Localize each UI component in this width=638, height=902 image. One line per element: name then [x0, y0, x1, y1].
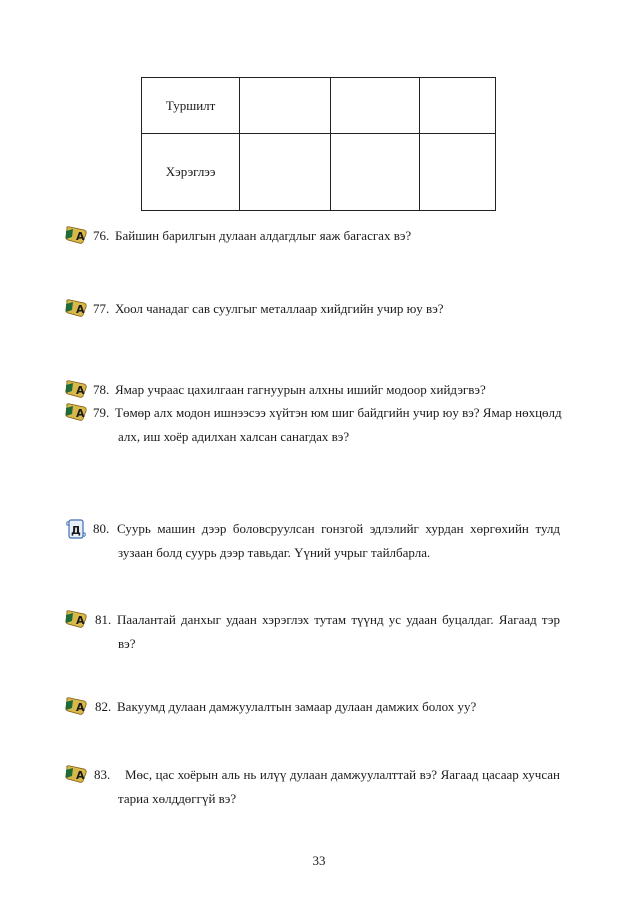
page-number: 33: [312, 853, 326, 868]
a-scroll-icon: [64, 225, 88, 245]
table-cell: [419, 134, 495, 211]
svg-text:A: A: [76, 230, 85, 243]
a-scroll-icon: [64, 379, 88, 399]
question-number: 81.: [95, 612, 112, 627]
question-number: 76.: [93, 228, 110, 243]
question-text: Төмөр алх модон ишнээсээ хүйтэн юм шиг байдгийн учир юу вэ? Ямар нөхцөлд: [115, 405, 562, 420]
table-cell: [419, 78, 495, 134]
question-number: 78.: [93, 382, 110, 397]
question-number: 77.: [93, 301, 110, 316]
question-text: Хоол чанадаг сав суулгыг металлаар хийдгийн учир юу вэ?: [115, 301, 444, 316]
question-text: Паалантай данхыг удаан хэрэглэх тутам түүнд ус удаан буцалдаг. Яагаад тэр: [117, 612, 560, 627]
question-text: зузаан болд суурь дээр тавьдаг. Үүний учрыг тайлбарла.: [118, 545, 431, 560]
question-text: Байшин барилгын дулаан алдагдлыг яаж багасгах вэ?: [115, 228, 412, 243]
a-scroll-icon: [64, 696, 88, 716]
table-cell: [330, 134, 419, 211]
svg-text:Д: Д: [71, 524, 81, 537]
svg-text:A: A: [76, 303, 85, 316]
question-number: 82.: [95, 699, 112, 714]
table-cell: [240, 78, 330, 134]
svg-text:A: A: [76, 614, 85, 627]
question-text: Вакуумд дулаан дамжуулалтын замаар дулаан дамжих болох уу?: [117, 699, 477, 714]
svg-text:A: A: [76, 701, 85, 714]
svg-text:A: A: [76, 384, 85, 397]
a-scroll-icon: [64, 402, 88, 422]
row-label-experiment: Туршилт: [142, 78, 240, 134]
d-scroll-icon: [66, 518, 86, 540]
question-text: Мөс, цас хоёрын аль нь илүү дулаан дамжуулалттай вэ? Яагаад цасаар хучсан: [125, 767, 560, 782]
table-cell: [240, 134, 330, 211]
question-text: вэ?: [118, 636, 136, 651]
question-text: Ямар учраас цахилгаан гагнуурын алхны ишийг модоор хийдэгвэ?: [115, 382, 486, 397]
svg-text:A: A: [76, 769, 85, 782]
svg-text:A: A: [76, 407, 85, 420]
row-label-usage: Хэрэглээ: [142, 134, 240, 211]
question-number: 83.: [94, 767, 111, 782]
experiment-usage-table: [141, 77, 496, 211]
table-row: [142, 134, 496, 211]
question-number: 79.: [93, 405, 110, 420]
question-text: Суурь машин дээр боловсруулсан гонзгой эдлэлийг хурдан хөргөхийн тулд: [117, 521, 560, 536]
question-text: тариа хөлддөггүй вэ?: [118, 791, 237, 806]
table-row: [142, 78, 496, 134]
a-scroll-icon: [64, 298, 88, 318]
table-cell: [330, 78, 419, 134]
question-text: алх, иш хоёр адилхан халсан санагдах вэ?: [118, 429, 350, 444]
question-number: 80.: [93, 521, 110, 536]
a-scroll-icon: [64, 764, 88, 784]
a-scroll-icon: [64, 609, 88, 629]
